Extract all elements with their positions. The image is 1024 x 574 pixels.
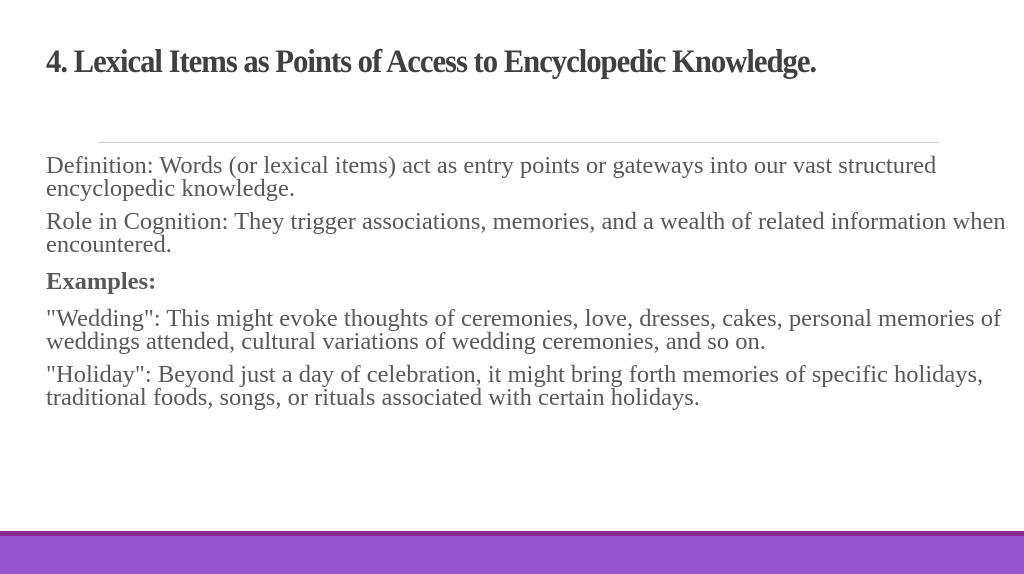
title-divider	[98, 142, 939, 143]
slide-title: 4. Lexical Items as Points of Access to Encyclopedic Knowledge.	[46, 44, 817, 80]
wedding-example: "Wedding": This might evoke thoughts of ceremonies, love, dresses, cakes, personal memories of weddings attended, cultural variations of wedding ceremonies, and so on.	[46, 305, 1002, 355]
footer-bar	[0, 536, 1024, 574]
definition-paragraph: Definition: Words (or lexical items) act as entry points or gateways into our vast structured encyclopedic knowledge.	[46, 152, 937, 202]
holiday-example: "Holiday": Beyond just a day of celebration, it might bring forth memories of specific holidays, traditional foods, songs, or rituals associated with certain holidays.	[46, 361, 984, 411]
role-paragraph: Role in Cognition: They trigger associations, memories, and a wealth of related information when encountered.	[46, 208, 1006, 258]
slide-body	[46, 154, 1006, 419]
examples-heading: Examples:	[46, 268, 157, 295]
